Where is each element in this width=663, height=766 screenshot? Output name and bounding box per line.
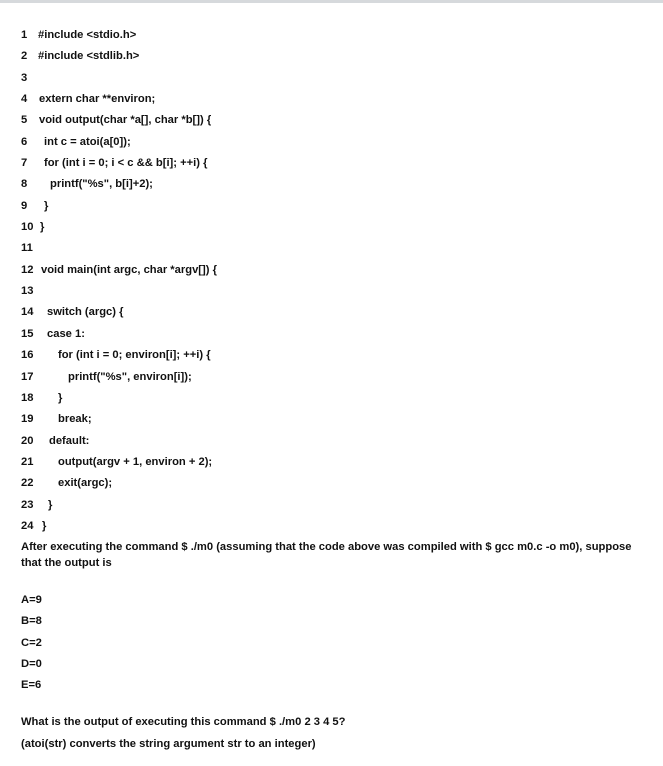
- prompt-question: What is the output of executing this command $ ./m0 2 3 4 5?: [21, 716, 346, 728]
- code-text: }: [44, 199, 49, 212]
- line-number: 18: [21, 391, 34, 404]
- line-number: 2: [21, 50, 28, 63]
- code-text: int c = atoi(a[0]);: [44, 135, 131, 148]
- line-number: 23: [21, 498, 34, 511]
- line-number: 4: [21, 93, 28, 106]
- code-text: case 1:: [47, 327, 85, 340]
- code-text: for (int i = 0; environ[i]; ++i) {: [58, 349, 211, 362]
- code-text: extern char **environ;: [39, 93, 156, 106]
- code-text: }: [58, 391, 63, 404]
- code-text: output(argv + 1, environ + 2);: [58, 455, 213, 468]
- code-text: for (int i = 0; i < c && b[i]; ++i) {: [44, 157, 208, 170]
- option-e: E=6: [21, 679, 42, 692]
- code-text: }: [40, 221, 45, 234]
- line-number: 8: [21, 178, 28, 191]
- line-number: 16: [21, 349, 34, 362]
- option-a: A=9: [21, 594, 42, 606]
- code-text: printf("%s", environ[i]);: [68, 370, 192, 383]
- question-text: After executing the command $ ./m0 (assuming that the code above was compiled with $ gcc m0.c -o m0), suppose that the output is: [21, 541, 632, 569]
- code-text: break;: [58, 413, 92, 426]
- line-number: 12: [21, 263, 34, 276]
- answer-options: [21, 593, 42, 699]
- code-text: }: [48, 498, 53, 511]
- line-number: 3: [21, 71, 28, 84]
- code-text: #include <stdlib.h>: [38, 50, 140, 63]
- code-text: #include <stdio.h>: [38, 29, 137, 41]
- line-number: 19: [21, 413, 34, 426]
- note-suffix: to an integer): [241, 738, 316, 750]
- line-number: 24: [21, 519, 34, 532]
- code-text: printf("%s", b[i]+2);: [50, 178, 153, 191]
- line-number: 11: [21, 242, 33, 255]
- code-text: default:: [49, 434, 90, 447]
- option-b: B=8: [21, 615, 42, 628]
- line-number: 6: [21, 135, 28, 148]
- code-text: switch (argc) {: [47, 306, 124, 319]
- code-text: exit(argc);: [58, 477, 113, 490]
- line-number: 22: [21, 477, 34, 490]
- line-number: 7: [21, 157, 28, 170]
- line-number: 17: [21, 370, 34, 383]
- line-number: 21: [21, 455, 34, 468]
- line-number: 1: [21, 29, 28, 41]
- code-text: void main(int argc, char *argv[]) {: [41, 263, 217, 276]
- line-number: 9: [21, 199, 28, 212]
- line-number: 5: [21, 114, 28, 127]
- code-text: void output(char *a[], char *b[]) {: [39, 114, 212, 127]
- line-number: 10: [21, 221, 34, 234]
- line-number: 15: [21, 327, 34, 340]
- code-text: }: [42, 519, 47, 532]
- option-d: D=0: [21, 657, 42, 670]
- note-prefix: (atoi(str) converts the string argument: [21, 738, 228, 750]
- line-number: 20: [21, 434, 34, 447]
- top-border: [0, 0, 663, 3]
- line-number: 14: [21, 306, 34, 319]
- atoi-note: [21, 736, 316, 752]
- note-emphasis: str: [227, 738, 242, 750]
- line-number: 13: [21, 285, 34, 298]
- option-c: C=2: [21, 636, 42, 649]
